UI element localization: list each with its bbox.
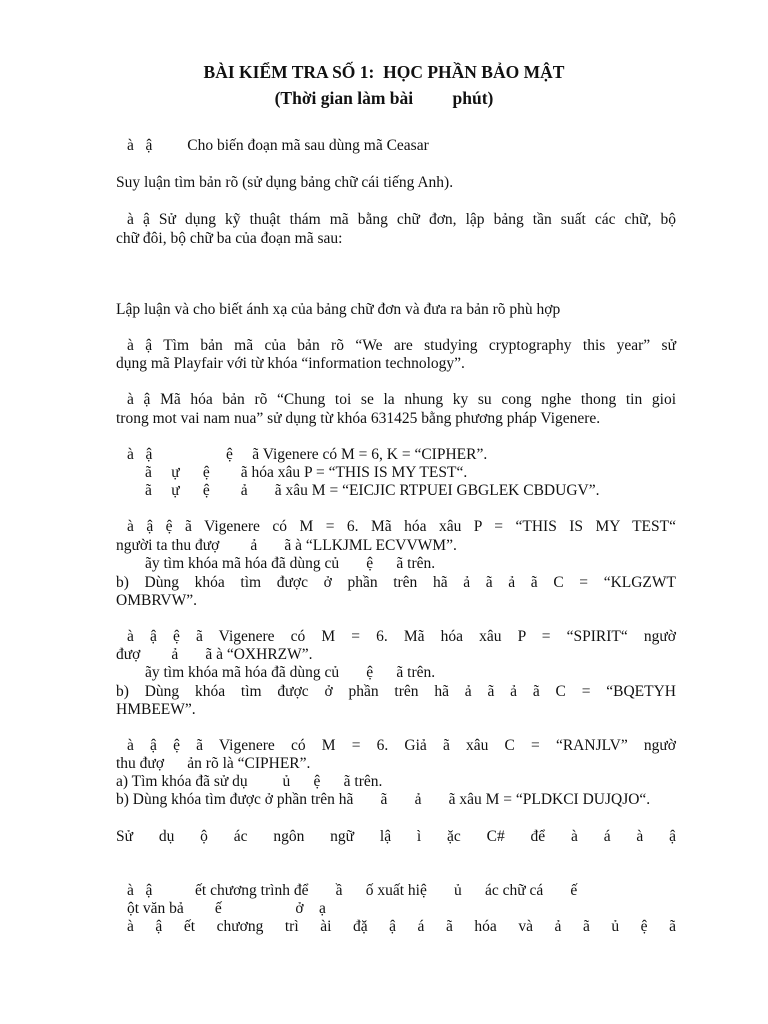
question-1-line-1: à ậ Cho biến đoạn mã sau dùng mã Ceasar: [127, 137, 429, 154]
question-2-line-2: chữ đôi, bộ chữ ba của đoạn mã sau:: [116, 230, 343, 247]
question-8-line-1: à ậ ệ ã Vigenere có M = 6. Giả ã xâu C = “RANJLV” ngườ: [127, 737, 676, 754]
question-10-line-1: à ậ ết chương trì ài đặ ậ á ã hóa và ả ã ủ ệ ã: [127, 918, 676, 935]
question-5-line-2: ã ự ệ ã hóa xâu P = “THIS IS MY TEST“.: [145, 464, 468, 481]
question-6-line-4: b) Dùng khóa tìm được ở phần trên hã ả ã ả ã C = “KLGZWT: [116, 574, 676, 591]
question-2-line-3: Lập luận và cho biết ánh xạ của bảng chữ đơn và đưa ra bản rõ phù hợp: [116, 301, 561, 318]
question-7-line-4: b) Dùng khóa tìm được ở phần trên hã ả ã ả ã C = “BQETYH: [116, 683, 676, 700]
question-1-line-2: Suy luận tìm bản rõ (sử dụng bảng chữ cái tiếng Anh).: [116, 174, 454, 191]
question-6-line-5: OMBRVW”.: [116, 592, 197, 609]
question-5-line-3: ã ự ệ ả ã xâu M = “EICJIC RTPUEI GBGLEK CBDUGV”.: [145, 482, 600, 499]
question-2-line-1: à ậ Sử dụng kỹ thuật thám mã bằng chữ đơn, lập bảng tần suất các chữ, bộ: [127, 211, 676, 228]
question-7-line-3: ãy tìm khóa mã hóa đã dùng củ ệ ã trên.: [145, 664, 436, 681]
question-7-line-1: à ậ ệ ã Vigenere có M = 6. Mã hóa xâu P = “SPIRIT“ ngườ: [127, 628, 676, 645]
question-8-line-4: b) Dùng khóa tìm được ở phần trên hã ã ả ã xâu M = “PLDKCI DUJQJO“.: [116, 791, 651, 808]
question-7-line-2: đượ ả ã à “OXHRZW”.: [116, 646, 313, 663]
question-4-line-2: trong mot vai nam nua” sử dụng từ khóa 631425 bằng phương pháp Vigenere.: [116, 410, 601, 427]
document-subtitle: (Thời gian làm bài phút): [274, 88, 494, 108]
question-6-line-1: à ậ ệ ã Vigenere có M = 6. Mã hóa xâu P = “THIS IS MY TEST“: [127, 518, 676, 535]
question-9-line-1: à ậ ết chương trình để ầ ố xuất hiệ ủ ác chữ cá ế: [127, 882, 578, 899]
question-5-line-1: à ậ ệ ã Vigenere có M = 6, K = “CIPHER”.: [127, 446, 488, 463]
question-7-line-5: HMBEEW”.: [116, 701, 196, 718]
question-8-line-2: thu đượ ản rõ là “CIPHER”.: [116, 755, 311, 772]
question-6-line-2: người ta thu đượ ả ã à “LLKJML ECVVWM”.: [116, 537, 457, 554]
document-title: BÀI KIỂM TRA SỐ 1: HỌC PHẦN BẢO MẬT: [203, 62, 565, 82]
question-9-line-2: ột văn bả ế ở ạ: [127, 900, 326, 917]
question-3-line-1: à ậ Tìm bản mã của bản rõ “We are studying cryptography this year” sử: [127, 337, 676, 354]
question-6-line-3: ãy tìm khóa mã hóa đã dùng củ ệ ã trên.: [145, 555, 436, 572]
question-3-line-2: dụng mã Playfair với từ khóa “information technology”.: [116, 355, 465, 372]
question-8-line-3: a) Tìm khóa đã sử dụ ủ ệ ã trên.: [116, 773, 383, 790]
section-intro: Sử dụ ộ ác ngôn ngữ lậ ì ặc C# để à á à ậ: [116, 828, 676, 845]
question-4-line-1: à ậ Mã hóa bản rõ “Chung toi se la nhung ky su cong nghe thong tin gioi: [127, 391, 676, 408]
